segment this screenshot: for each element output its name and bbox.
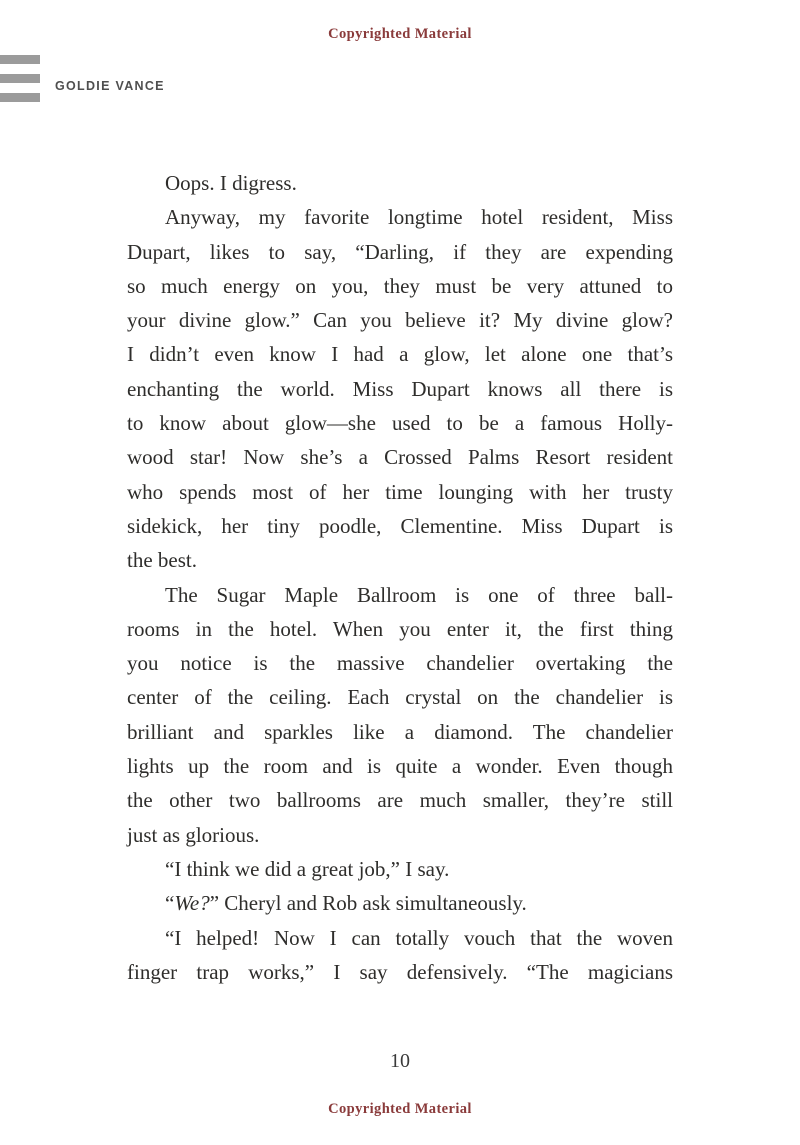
text-line: rooms in the hotel. When you enter it, the first thing [127,616,673,641]
text-line: lights up the room and is quite a wonder. Even though [127,754,673,779]
text-line: the other two ballrooms are much smaller, they’re still [127,788,673,813]
copyright-notice-bottom: Copyrighted Material [328,1101,472,1117]
logo-bar [0,55,40,64]
logo-bar [0,93,40,102]
publisher-logo-bars-icon [0,55,40,112]
text-segment: “ [165,891,175,916]
text-line: sidekick, her tiny poodle, Clementine. Miss Dupart is [127,513,673,538]
text-line: wood star! Now she’s a Crossed Palms Resort resident [127,445,673,470]
text-line: who spends most of her time lounging with her trusty [127,479,673,504]
text-line: so much energy on you, they must be very attuned to [127,273,673,298]
text-line: just as glorious. [127,822,260,847]
text-line: you notice is the massive chandelier overtaking the [127,651,673,676]
text-line: Dupart, likes to say, “Darling, if they are expending [127,239,673,264]
text-line: center of the ceiling. Each crystal on the chandelier is [127,685,673,710]
text-line: finger trap works,” I say defensively. “The magicians [127,959,673,984]
text-line: to know about glow—she used to be a famous Holly- [127,411,673,436]
copyright-notice-top: Copyrighted Material [328,26,472,42]
page-number: 10 [390,1050,410,1072]
text-line: “I helped! Now I can totally vouch that the woven [165,925,673,950]
italic-text-segment: We? [174,891,210,916]
text-line: The Sugar Maple Ballroom is one of three ball- [165,582,673,607]
text-line: brilliant and sparkles like a diamond. The chandelier [127,719,673,744]
text-line [127,886,673,920]
text-line: I didn’t even know I had a glow, let alone one that’s [127,342,673,367]
text-line: Anyway, my favorite longtime hotel resident, Miss [165,205,673,230]
text-line: Oops. I digress. [165,171,297,195]
running-header-book-title: GOLDIE VANCE [55,79,165,93]
text-segment: ” Cheryl and Rob ask simultaneously. [209,891,527,916]
text-line: enchanting the world. Miss Dupart knows all there is [127,376,673,401]
text-line: “I think we did a great job,” I say. [165,856,450,881]
text-line: your divine glow.” Can you believe it? My divine glow? [127,308,673,333]
logo-bar [0,74,40,83]
text-block [127,166,673,989]
text-line: the best. [127,548,197,573]
